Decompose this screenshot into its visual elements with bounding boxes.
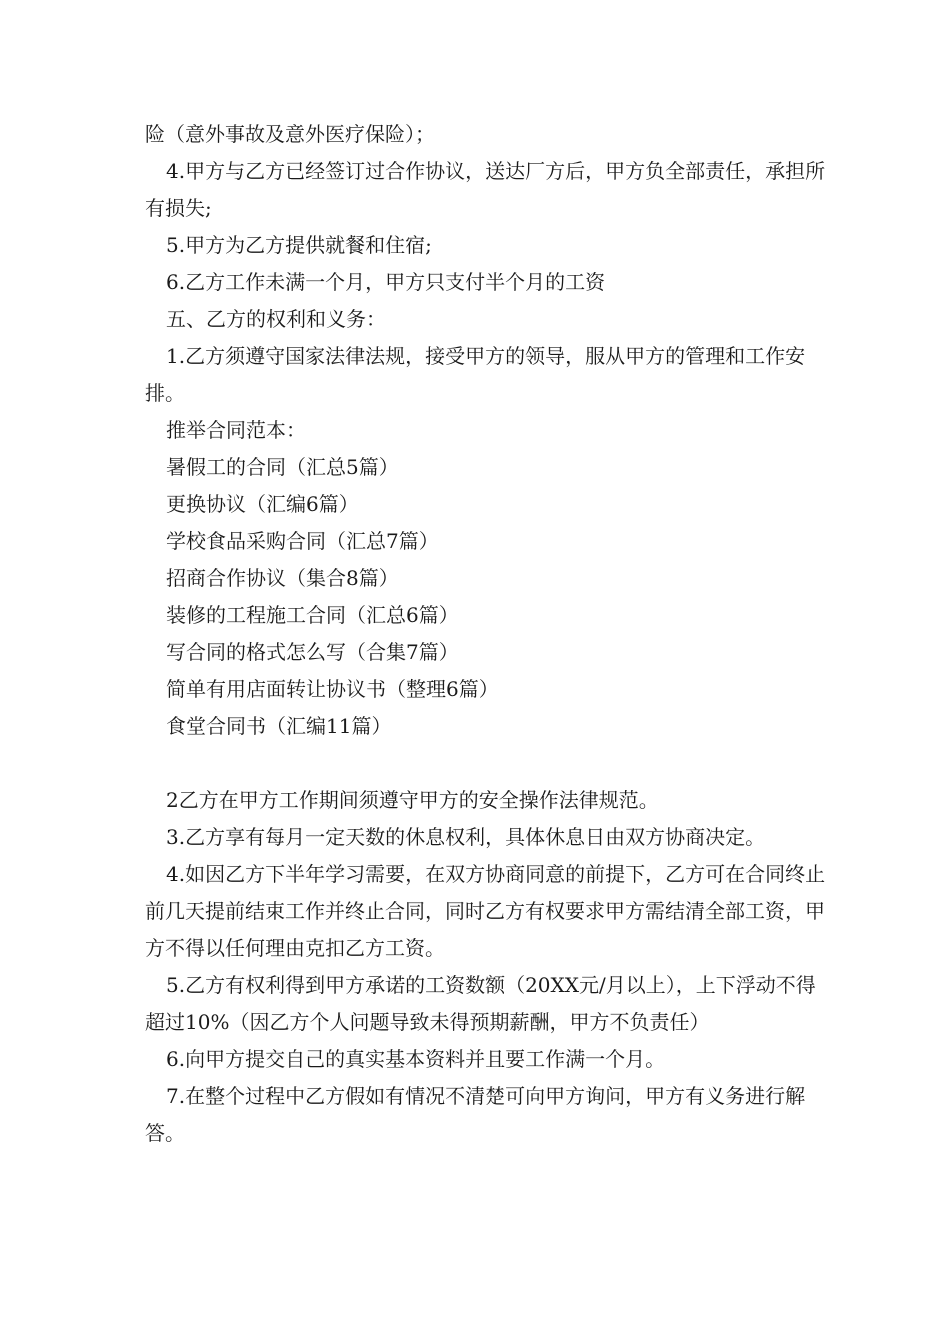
paragraph-party-a-item-6: 6.乙方工作未满一个月，甲方只支付半个月的工资 [166, 270, 606, 294]
paragraph-party-b-item-7: 7.在整个过程中乙方假如有情况不清楚可向甲方询问，甲方有义务进行解答。 [145, 1084, 806, 1145]
document-body [145, 116, 835, 1152]
recommended-link-8[interactable]: 食堂合同书（汇编11篇） [166, 714, 392, 738]
recommended-link-1[interactable]: 暑假工的合同（汇总5篇） [166, 455, 399, 479]
recommended-link-5[interactable]: 装修的工程施工合同（汇总6篇） [166, 603, 459, 627]
recommended-link-6[interactable]: 写合同的格式怎么写（合集7篇） [166, 640, 459, 664]
paragraph-party-b-item-5: 5.乙方有权利得到甲方承诺的工资数额（20XX元/月以上），上下浮动不得超过10%（因乙方个人问题导致未得预期薪酬，甲方不负责任） [145, 973, 816, 1034]
paragraph-party-b-item-4: 4.如因乙方下半年学习需要，在双方协商同意的前提下，乙方可在合同终止前几天提前结束工作并终止合同，同时乙方有权要求甲方需结清全部工资，甲方不得以任何理由克扣乙方工资。 [145, 862, 826, 960]
paragraph-party-a-item-4: 4.甲方与乙方已经签订过合作协议，送达厂方后，甲方负全部责任，承担所有损失; [145, 159, 826, 220]
paragraph-party-a-item-5: 5.甲方为乙方提供就餐和住宿; [166, 233, 432, 257]
recommended-templates-heading: 推举合同范本： [166, 418, 306, 442]
recommended-link-3[interactable]: 学校食品采购合同（汇总7篇） [166, 529, 439, 553]
paragraph-party-b-item-6: 6.向甲方提交自己的真实基本资料并且要工作满一个月。 [166, 1047, 666, 1071]
section-heading-party-b-rights: 五、乙方的权利和义务： [166, 307, 386, 331]
recommended-link-4[interactable]: 招商合作协议（集合8篇） [166, 566, 399, 590]
paragraph-party-b-item-2: 2乙方在甲方工作期间须遵守甲方的安全操作法律规范。 [166, 788, 659, 812]
paragraph-insurance-continuation: 险（意外事故及意外医疗保险）； [145, 122, 435, 146]
recommended-link-7[interactable]: 简单有用店面转让协议书（整理6篇） [166, 677, 499, 701]
blank-line [145, 745, 835, 782]
recommended-link-2[interactable]: 更换协议（汇编6篇） [166, 492, 359, 516]
paragraph-party-b-item-3: 3.乙方享有每月一定天数的休息权利，具体休息日由双方协商决定。 [166, 825, 766, 849]
paragraph-party-b-item-1: 1.乙方须遵守国家法律法规，接受甲方的领导，服从甲方的管理和工作安排。 [145, 344, 806, 405]
